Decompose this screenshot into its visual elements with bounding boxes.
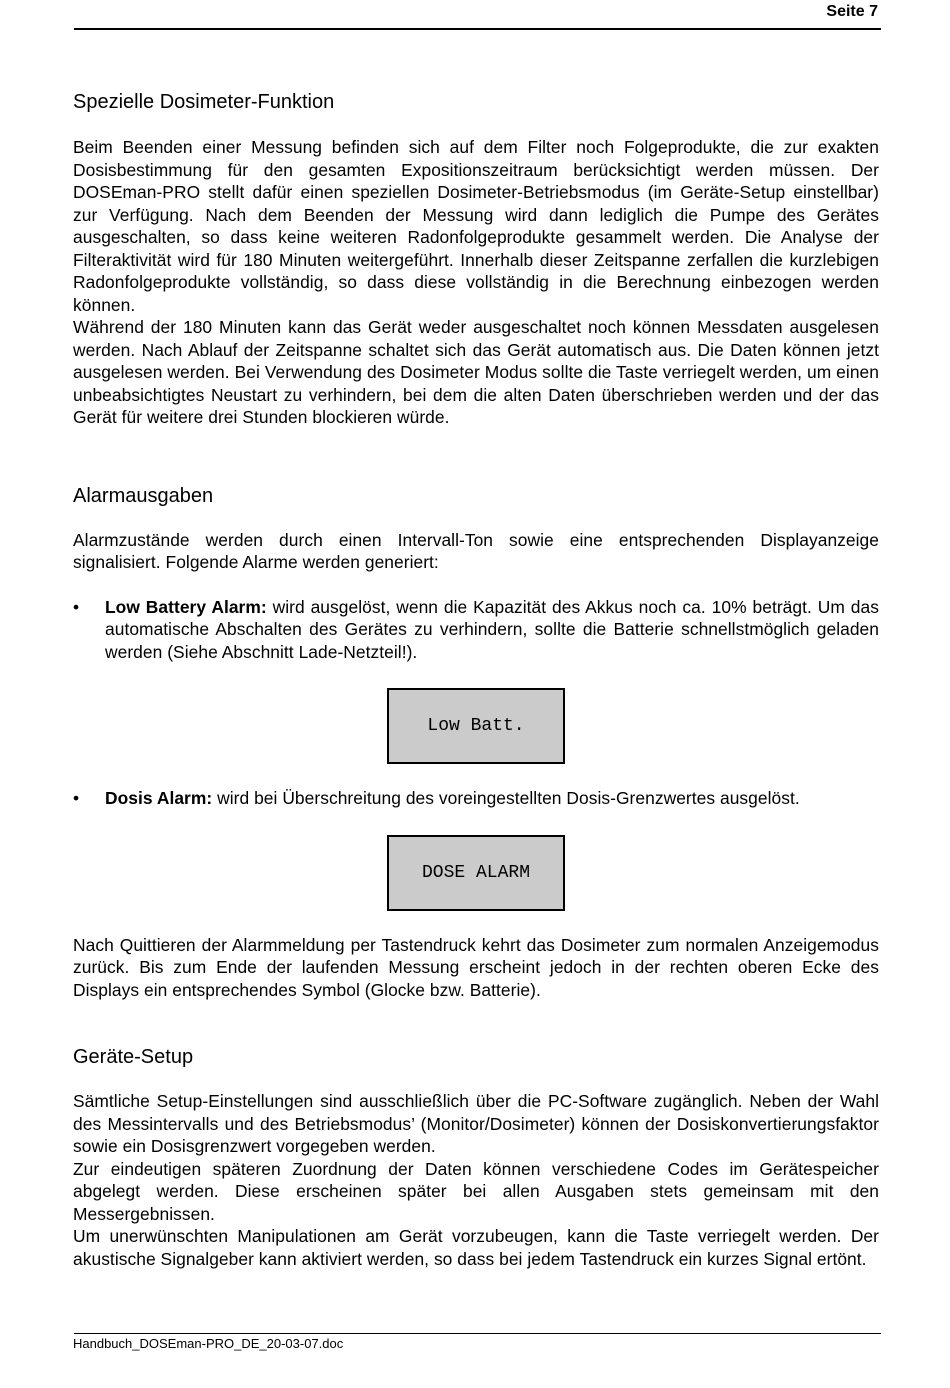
low-battery-display bbox=[387, 688, 565, 764]
document-body bbox=[73, 90, 879, 1270]
footer-filename: Handbuch_DOSEman-PRO_DE_20-03-07.doc bbox=[73, 1336, 344, 1351]
low-battery-display-text: Low Batt. bbox=[427, 716, 525, 736]
bullet-icon: • bbox=[73, 596, 80, 617]
dose-alarm-display bbox=[387, 835, 565, 911]
section-title-alarms: Alarmausgaben bbox=[73, 484, 214, 507]
dosimeter-paragraph-1: Beim Beenden einer Messung befinden sich auf dem Filter noch Folgeprodukte, die zur exakten Dosisbestimmung für den gesamten Expositionszeitraum berücksichtigt werden müssen. Der DOSEman-PRO stellt dafür einen speziellen Dosimeter-Betriebsmodus (im Geräte-Setup einstellbar) zur Verfügung. Nach dem Beenden der Messung wird dann lediglich die Pumpe des Gerätes ausgeschalten, so dass keine weiteren Radonfolgeprodukte gesammelt werden. Die Analyse der Filteraktivität wird für 180 Minuten weitergeführt. Innerhalb dieser Zeitspanne zerfallen die kurzlebigen Radonfolgeprodukte vollständig, so dass diese vollständig in die Berechnung einbezogen werden können. bbox=[73, 137, 879, 315]
section-title-dosimeter: Spezielle Dosimeter-Funktion bbox=[73, 91, 335, 113]
setup-paragraph-2: Zur eindeutigen späteren Zuordnung der Daten können verschiedene Codes im Gerätespeicher abgelegt werden. Diese erscheinen später bei allen Ausgaben stets gemeinsam mit den Messergebnissen. bbox=[73, 1158, 879, 1224]
alarms-intro: Alarmzustände werden durch einen Intervall-Ton sowie eine entsprechenden Displayanzeige signalisiert. Folgende Alarme werden generiert: bbox=[73, 529, 879, 572]
low-battery-label: Low Battery Alarm: bbox=[105, 596, 267, 617]
bullet-low-battery bbox=[73, 596, 879, 664]
dose-alarm-label: Dosis Alarm: bbox=[105, 788, 213, 808]
alarms-outro: Nach Quittieren der Alarmmeldung per Tastendruck kehrt das Dosimeter zum normalen Anzeigemodus zurück. Bis zum Ende der laufenden Messung erscheint jedoch in der rechten oberen Ecke des Displays ein entsprechendes Symbol (Glocke bzw. Batterie). bbox=[73, 934, 879, 1000]
header-rule bbox=[74, 28, 881, 30]
dose-alarm-display-text: DOSE ALARM bbox=[421, 862, 531, 883]
dosimeter-paragraph-2: Während der 180 Minuten kann das Gerät weder ausgeschaltet noch können Messdaten ausgelesen werden. Nach Ablauf der Zeitspanne schaltet sich das Gerät automatisch aus. Die Daten können jetzt ausgelesen werden. Bei Verwendung des Dosimeter Modus sollte die Taste verriegelt werden, um einen unbeabsichtigtes Neustart zu verhindern, bei dem die alten Daten überschrieben werden und der das Gerät für weitere drei Stunden blockieren würde. bbox=[73, 317, 879, 427]
footer-rule bbox=[74, 1333, 881, 1334]
bullet-icon: • bbox=[73, 788, 80, 808]
setup-paragraph-3: Um unerwünschten Manipulationen am Gerät vorzubeugen, kann die Taste verriegelt werden. Der akustische Signalgeber kann aktiviert werden, so dass bei jedem Tastendruck ein kurzes Signal ertönt. bbox=[73, 1226, 879, 1269]
dose-alarm-text: wird bei Überschreitung des voreingestellten Dosis-Grenzwertes ausgelöst. bbox=[212, 788, 800, 808]
section-title-setup: Geräte-Setup bbox=[73, 1046, 194, 1068]
page-number: Seite 7 bbox=[826, 3, 878, 20]
low-battery-text: wird ausgelöst, wenn die Kapazität des Akkus noch ca. 10% beträgt. Um das automatische Abschalten des Gerätes zu verhindern, sollte die Batterie schnellstmöglich geladen werden (Siehe Abschnitt Lade-Netzteil!). bbox=[105, 596, 879, 662]
bullet-dose-alarm bbox=[73, 787, 879, 810]
setup-paragraph-1: Sämtliche Setup-Einstellungen sind ausschließlich über die PC-Software zugänglich. Neben der Wahl des Messintervalls und des Betriebsmodus’ (Monitor/Dosimeter) können der Dosiskonvertierungsfaktor sowie ein Dosisgrenzwert vorgegeben werden. bbox=[73, 1091, 879, 1156]
